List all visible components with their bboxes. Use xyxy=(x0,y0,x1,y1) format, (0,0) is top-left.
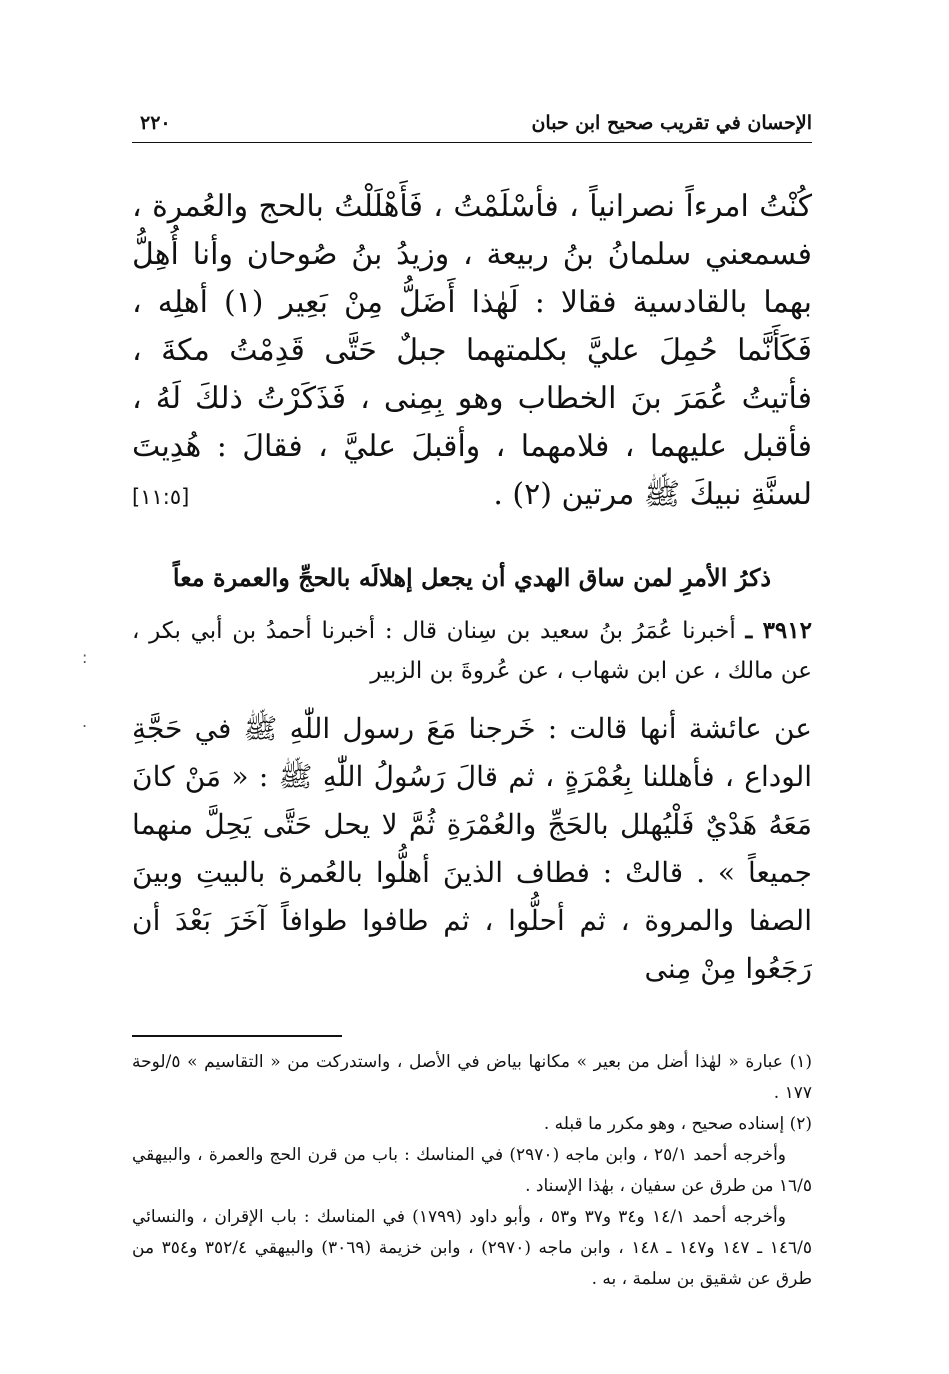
running-header xyxy=(132,112,812,143)
main-text-block xyxy=(132,183,812,519)
footnote-divider xyxy=(132,1035,342,1037)
hadith-isnad-block xyxy=(132,611,812,691)
footnote-2-takhrij-a: وأخرجه أحمد ٢٥/١ ، وابن ماجه (٢٩٧٠) في المناسك : باب من قرن الحج والعمرة ، والبيهقي ١٦/٥ من طرق عن سفيان ، بهٰذا الإسناد . xyxy=(132,1144,812,1196)
book-page xyxy=(132,112,812,1295)
section-heading: ذكرُ الأمرِ لمن ساق الهدي أن يجعل إهلالَه بالحجِّ والعمرة معاً xyxy=(172,563,772,592)
footnote-2: (٢) إسناده صحيح ، وهو مكرر ما قبله . xyxy=(543,1113,812,1134)
footnote-1: (١) عبارة « لهٰذا أضل من بعير » مكانها بياض في الأصل ، واستدركت من « التقاسيم » ٥/لوحة ١٧٧ . xyxy=(132,1051,812,1103)
page-number: ٢٢٠ xyxy=(140,112,171,134)
margin-mark: . xyxy=(82,712,88,731)
reference-tag: [١١:٥] xyxy=(132,485,190,509)
margin-mark: : xyxy=(82,648,88,667)
footnote-2-takhrij-b: وأخرجه أحمد ١٤/١ و٣٤ و٣٧ و٥٣ ، وأبو داود (١٧٩٩) في المناسك : باب الإقران ، والنسائي ١٤٦/٥ ـ ١٤٧ و١٤٧ ـ ١٤٨ ، وابن ماجه (٢٩٧٠) ، وابن خزيمة (٣٠٦٩) والبيهقي ٣٥٢/٤ و٣٥٤ من طرق عن شقيق بن سلمة ، به . xyxy=(132,1206,813,1289)
main-text: كُنْتُ امرءاً نصرانياً ، فأسْلَمْتُ ، فَأَهْلَلْتُ بالحج والعُمرة ، فسمعني سلمانُ بنُ ربيعة ، وزيدُ بنُ صُوحان وأنا أُهِلُّ بهما بالقادسية فقالا : لَهٰذا أَضَلُّ مِنْ بَعِير (١) أهلِه ، فَكَأَنَّما حُمِلَ عليَّ بكلمتهما جبلٌ حَتَّى قَدِمْتُ مكةَ ، فأتيتُ عُمَرَ بنَ الخطاب وهو بِمِنى ، فَذَكَرْتُ ذلكَ لَهُ ، فأقبل عليهما ، فلامهما ، وأقبلَ عليَّ ، فقالَ : هُدِيتَ لسنَّةِ نبيكَ ﷺ مرتين (٢) . xyxy=(132,189,812,512)
footnotes xyxy=(132,1037,812,1295)
hadith-isnad: أخبرنا عُمَرُ بنُ سعيد بن سِنان قال : أخبرنا أحمدُ بن أبي بكر ، عن مالك ، عن ابن شهاب ، عن عُروةَ بن الزبير xyxy=(132,618,812,684)
hadith-matn: عن عائشة أنها قالت : خَرجنا مَعَ رسول اللّٰهِ ﷺ في حَجَّةِ الوداع ، فأهللنا بِعُمْرَةٍ ، ثم قالَ رَسُولُ اللّٰهِ ﷺ : « مَنْ كانَ مَعَهُ هَدْيٌ فَلْيُهلل بالحَجِّ والعُمْرَةِ ثُمَّ لا يحل حَتَّى يَحِلَّ منهما جميعاً » . قالتْ : فطاف الذينَ أهلُّوا بالعُمرة بالبيتِ وبينَ الصفا والمروة ، ثم أحلُّوا ، ثم طافوا طوافاً آخَرَ بَعْدَ أن رَجَعُوا مِنْ مِنى xyxy=(132,712,812,985)
hadith-number: ٣٩١٢ ـ xyxy=(745,617,812,644)
running-title: الإحسان في تقريب صحيح ابن حبان xyxy=(531,112,812,134)
